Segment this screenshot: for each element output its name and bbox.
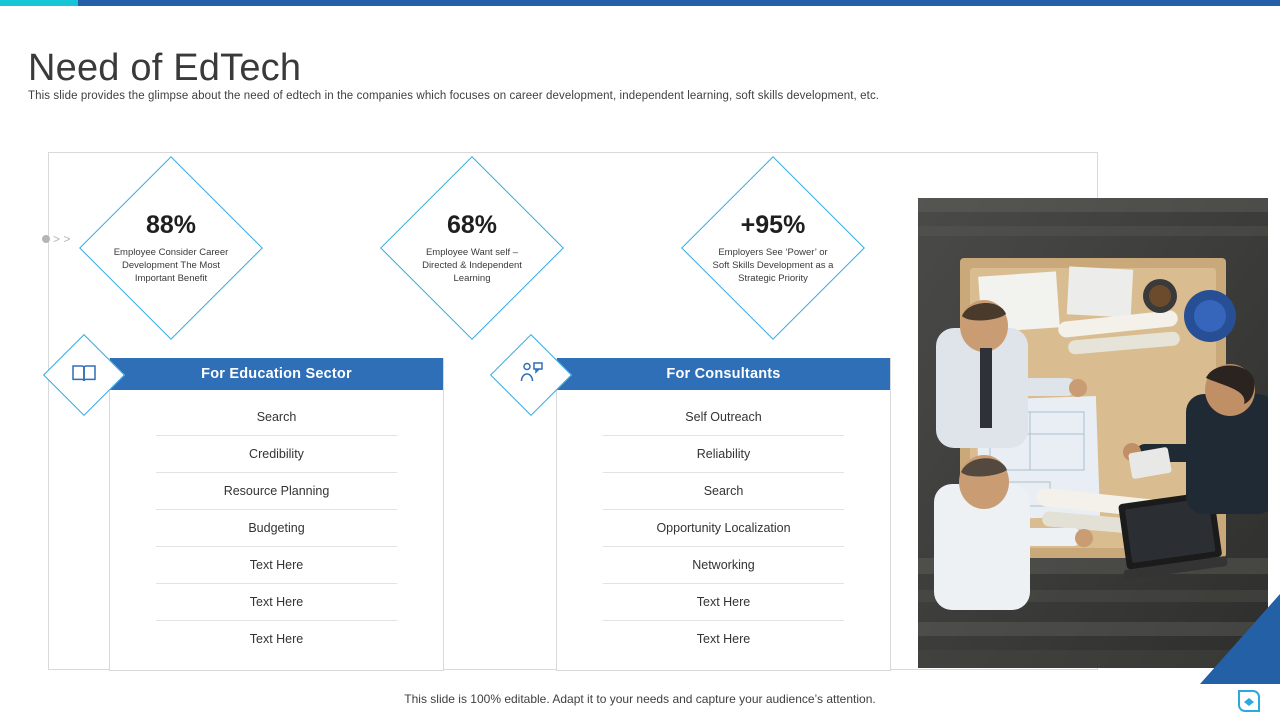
panel-list bbox=[110, 399, 443, 657]
stat-value: 88% bbox=[145, 211, 197, 239]
panel-list bbox=[557, 399, 890, 657]
panel-header bbox=[110, 358, 443, 390]
brand-logo-icon bbox=[1236, 688, 1262, 714]
page-title: Need of EdTech bbox=[28, 47, 302, 90]
corner-accent-triangle bbox=[1200, 594, 1280, 684]
list-item[interactable]: Reliability bbox=[603, 436, 844, 473]
stat-value: 68% bbox=[446, 211, 498, 239]
stat-caption: Employee Consider Career Development The Most Important Benefit bbox=[113, 247, 229, 284]
consultant-icon-svg bbox=[518, 361, 544, 385]
list-item[interactable]: Text Here bbox=[603, 584, 844, 621]
footer-note: This slide is 100% editable. Adapt it to your needs and capture your audience’s attention. bbox=[404, 692, 876, 706]
dot-icon bbox=[42, 235, 50, 243]
left-arrow-marker bbox=[42, 233, 70, 245]
list-item[interactable]: Budgeting bbox=[156, 510, 397, 547]
top-accent-bar-cyan bbox=[0, 0, 78, 6]
education-sector-panel bbox=[109, 358, 444, 671]
stat-caption: Employers See ‘Power’ or Soft Skills Development as a Strategic Priority bbox=[712, 247, 834, 284]
list-item[interactable]: Resource Planning bbox=[156, 473, 397, 510]
list-item[interactable]: Text Here bbox=[156, 547, 397, 584]
list-item[interactable]: Search bbox=[156, 399, 397, 436]
list-item[interactable]: Text Here bbox=[696, 632, 751, 646]
book-icon-svg bbox=[71, 363, 97, 383]
panel-title: For Education Sector bbox=[201, 366, 352, 382]
panel-title: For Consultants bbox=[666, 366, 781, 382]
stat-value: +95% bbox=[740, 211, 806, 239]
stat-caption: Employee Want self – Directed & Independent Learning bbox=[422, 247, 522, 284]
list-item[interactable]: Self Outreach bbox=[603, 399, 844, 436]
list-item[interactable]: Credibility bbox=[156, 436, 397, 473]
list-item[interactable]: Search bbox=[603, 473, 844, 510]
panel-header bbox=[557, 358, 890, 390]
list-item[interactable]: Text Here bbox=[156, 584, 397, 621]
consultants-panel bbox=[556, 358, 891, 671]
page-subtitle: This slide provides the glimpse about the need of edtech in the companies which focuses on career development, independent learning, soft skills development, etc. bbox=[28, 90, 880, 102]
list-item[interactable]: Networking bbox=[603, 547, 844, 584]
top-accent-bar-blue bbox=[78, 0, 1280, 6]
list-item[interactable]: Opportunity Localization bbox=[603, 510, 844, 547]
chevron-right-icon: > > bbox=[53, 232, 71, 246]
brand-logo bbox=[1236, 688, 1262, 714]
list-item[interactable]: Text Here bbox=[249, 632, 304, 646]
